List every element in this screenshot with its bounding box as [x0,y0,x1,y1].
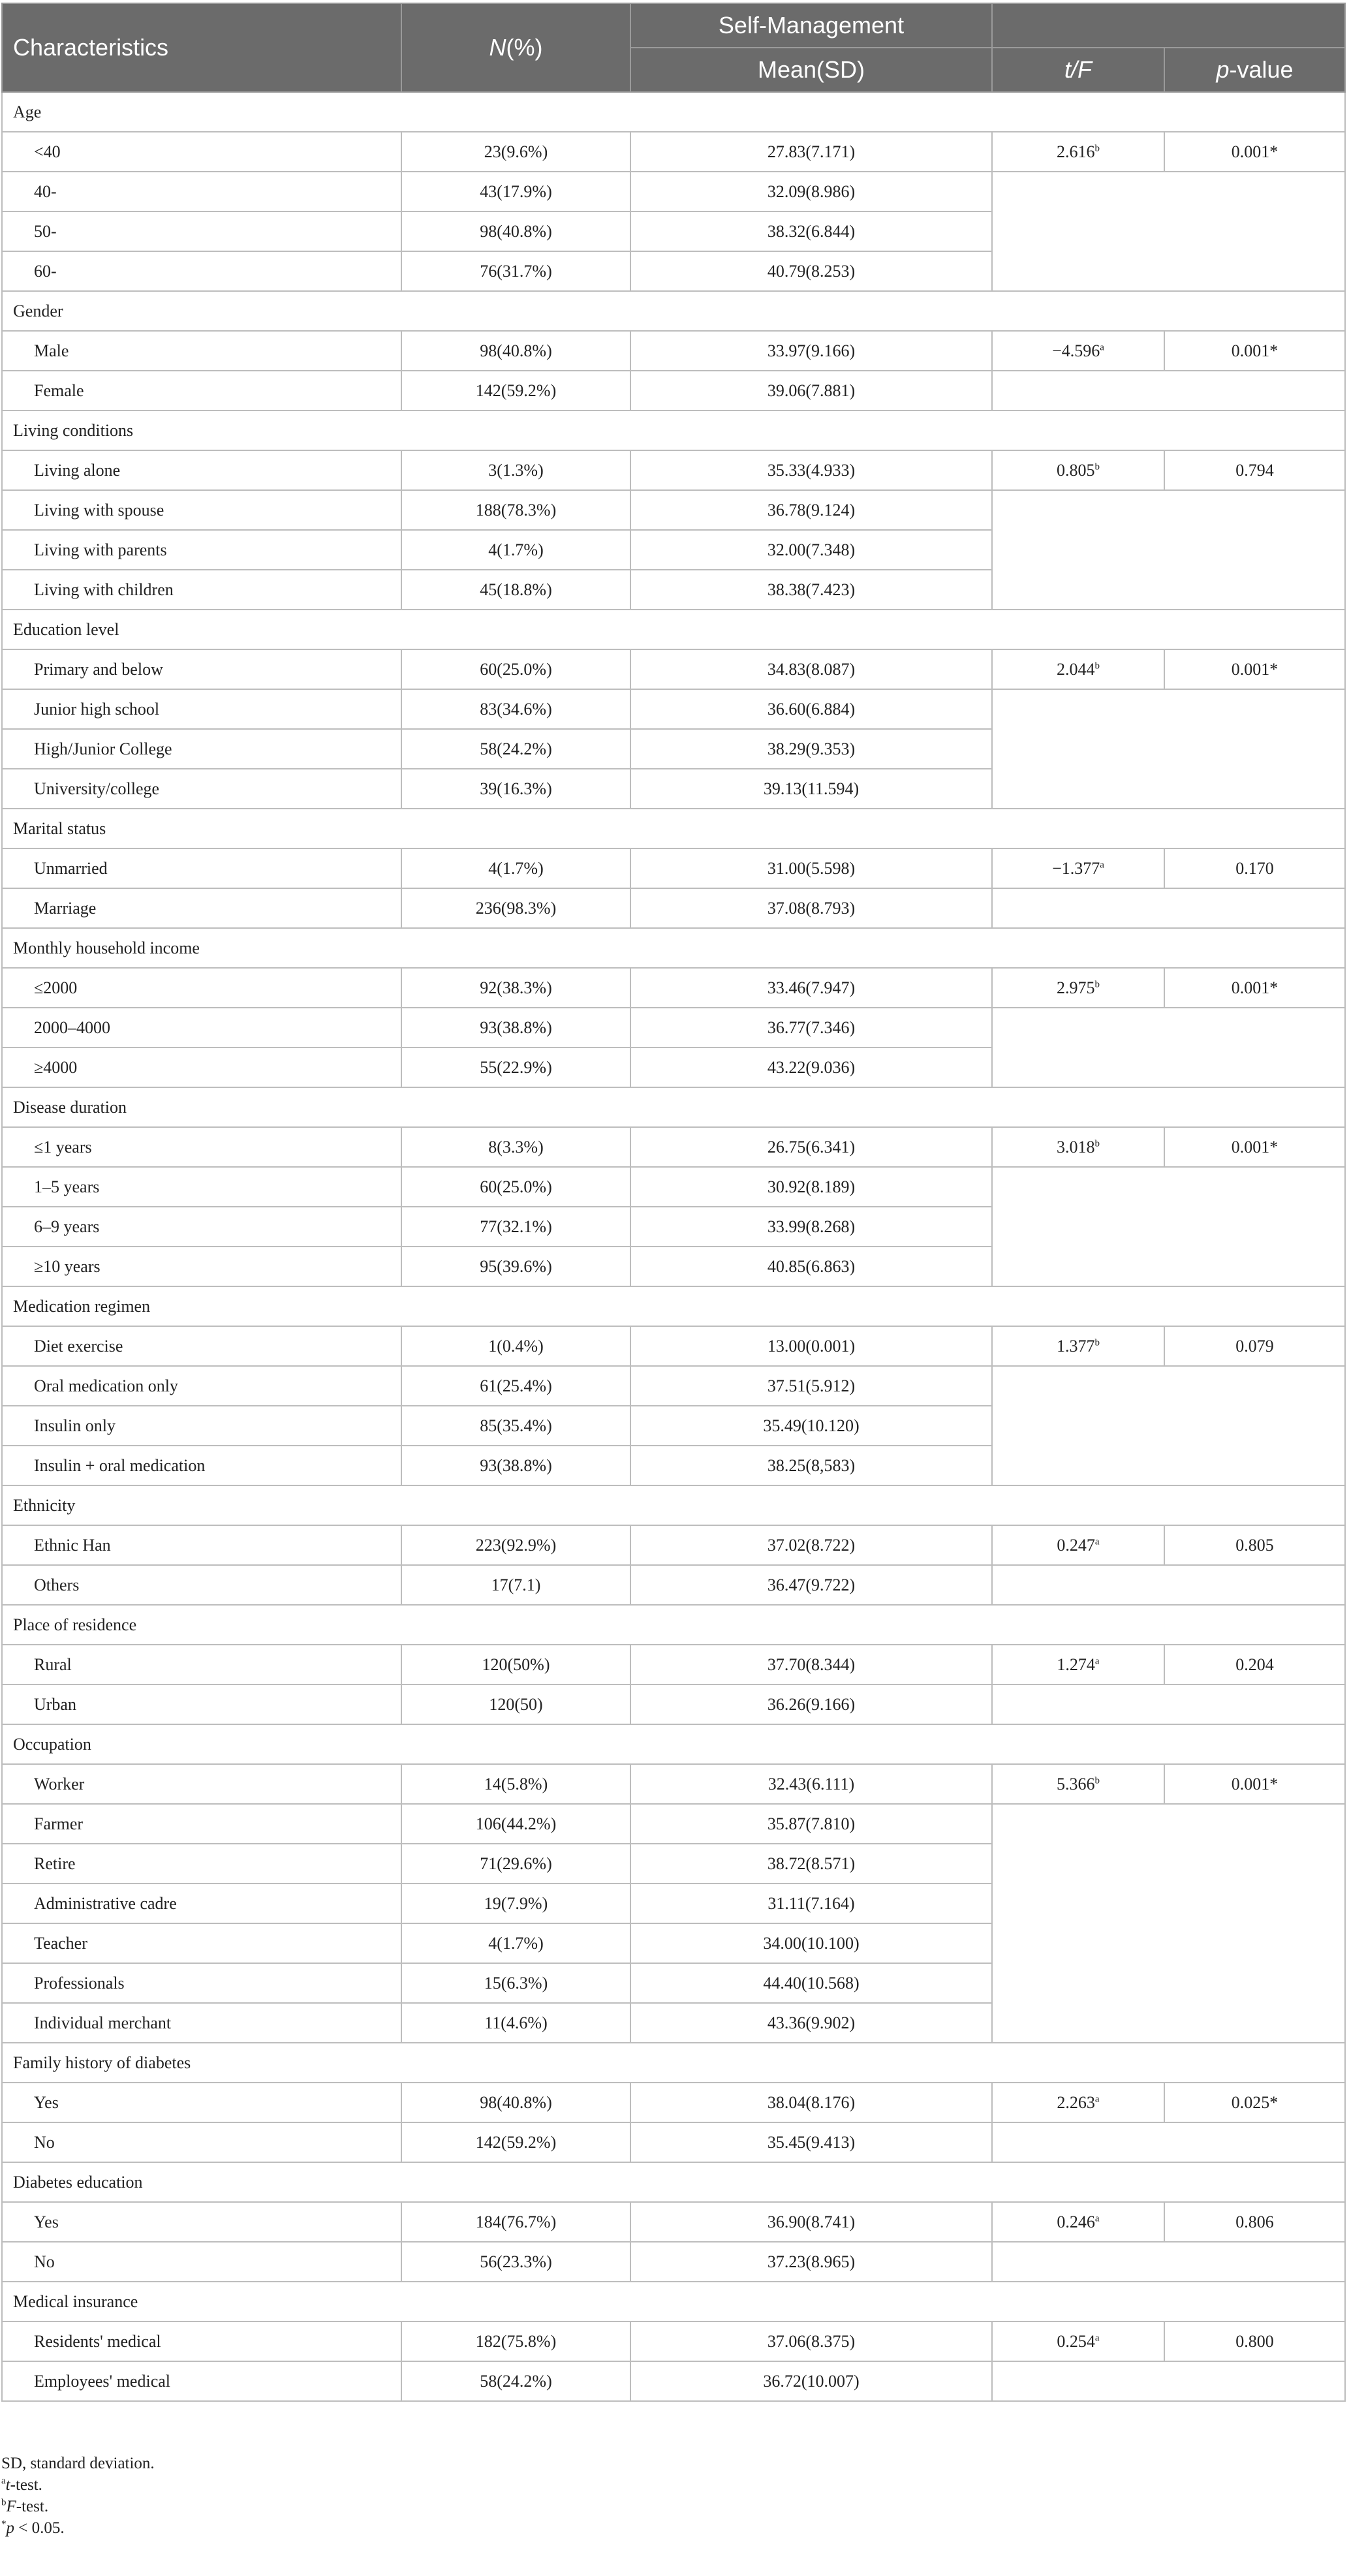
row-n-pct: 56(23.3%) [401,2242,630,2282]
row-p-value: 0.794 [1164,450,1345,490]
row-n-pct: 8(3.3%) [401,1127,630,1167]
row-p-value: 0.001* [1164,968,1345,1008]
row-mean-sd: 43.36(9.902) [630,2003,992,2043]
table-row [2,1167,1345,1207]
header-tf: t/F [992,48,1164,92]
stat-blank-cell [992,1167,1345,1286]
group-row [2,610,1345,649]
row-n-pct: 60(25.0%) [401,1167,630,1207]
row-n-pct: 93(38.8%) [401,1446,630,1485]
stat-superscript: a [1094,2212,1100,2224]
stat-blank-cell [992,490,1345,610]
group-row [2,2162,1345,2202]
row-label: University/college [2,769,401,809]
row-n-pct: 184(76.7%) [401,2202,630,2242]
row-n-pct: 236(98.3%) [401,888,630,928]
row-p-value: 0.001* [1164,1764,1345,1804]
stat-blank-cell [992,371,1345,411]
table-row [2,1008,1345,1047]
row-n-pct: 77(32.1%) [401,1207,630,1247]
row-p-value: 0.805 [1164,1525,1345,1565]
stat-superscript: a [1094,2332,1100,2343]
row-mean-sd: 37.06(8.375) [630,2321,992,2361]
group-row [2,1087,1345,1127]
stat-blank-cell [992,2122,1345,2162]
row-label: Retire [2,1844,401,1884]
row-mean-sd: 32.43(6.111) [630,1764,992,1804]
stat-blank-cell [992,2361,1345,2401]
row-label: Yes [2,2083,401,2122]
row-label: Living with parents [2,530,401,570]
row-n-pct: 4(1.7%) [401,530,630,570]
row-stat [992,1525,1164,1565]
table-row [2,1804,1345,1844]
stat-blank-cell [992,1804,1345,2043]
row-mean-sd: 35.49(10.120) [630,1406,992,1446]
row-n-pct: 93(38.8%) [401,1008,630,1047]
stat-value: 0.247 [1057,1535,1095,1555]
stat-value: −4.596 [1052,341,1100,360]
footnote-star: *p < 0.05. [1,2519,65,2537]
row-mean-sd: 35.87(7.810) [630,1804,992,1844]
row-mean-sd: 38.38(7.423) [630,570,992,610]
row-stat [992,1645,1164,1684]
row-n-pct: 76(31.7%) [401,251,630,291]
table-row [2,490,1345,530]
header-p: p [1216,56,1230,83]
row-stat [992,1127,1164,1167]
stat-blank-cell [992,2242,1345,2282]
row-n-pct: 58(24.2%) [401,2361,630,2401]
row-label: Insulin only [2,1406,401,1446]
table-row [2,1764,1345,1804]
row-p-value: 0.806 [1164,2202,1345,2242]
table-footnotes [1,2453,155,2539]
row-n-pct: 11(4.6%) [401,2003,630,2043]
row-n-pct: 92(38.3%) [401,968,630,1008]
row-n-pct: 3(1.3%) [401,450,630,490]
row-mean-sd: 38.72(8.571) [630,1844,992,1884]
group-row [2,2282,1345,2321]
group-label: Medication regimen [2,1286,1345,1326]
row-n-pct: 188(78.3%) [401,490,630,530]
row-p-value: 0.079 [1164,1326,1345,1366]
row-mean-sd: 38.29(9.353) [630,729,992,769]
table-row [2,1366,1345,1406]
table-row [2,1565,1345,1605]
row-p-value: 0.800 [1164,2321,1345,2361]
stat-superscript: b [1094,1337,1100,1348]
row-mean-sd: 36.72(10.007) [630,2361,992,2401]
row-mean-sd: 35.33(4.933) [630,450,992,490]
group-row [2,1605,1345,1645]
stat-superscript: b [1094,1138,1100,1149]
footnote-b: $^b$F-test. [1,2497,49,2515]
row-label: No [2,2242,401,2282]
row-mean-sd: 34.83(8.087) [630,649,992,689]
table-row [2,1127,1345,1167]
stat-blank-cell [992,1366,1345,1485]
header-pct: (%) [506,34,543,61]
row-label: 60- [2,251,401,291]
table-row [2,132,1345,172]
row-n-pct: 45(18.8%) [401,570,630,610]
table-row [2,888,1345,928]
group-row [2,928,1345,968]
row-n-pct: 39(16.3%) [401,769,630,809]
header-self-management: Self-Management [630,3,992,48]
stat-value: 0.805 [1057,460,1095,480]
row-label: 6–9 years [2,1207,401,1247]
row-mean-sd: 35.45(9.413) [630,2122,992,2162]
row-label: Ethnic Han [2,1525,401,1565]
row-label: Urban [2,1684,401,1724]
row-label: Junior high school [2,689,401,729]
row-mean-sd: 37.51(5.912) [630,1366,992,1406]
row-label: Rural [2,1645,401,1684]
header-n: N [489,34,506,61]
row-label: Others [2,1565,401,1605]
row-mean-sd: 36.47(9.722) [630,1565,992,1605]
row-stat [992,968,1164,1008]
row-mean-sd: 33.97(9.166) [630,331,992,371]
row-p-value: 0.170 [1164,848,1345,888]
header-mean-sd: Mean(SD) [630,48,992,92]
row-mean-sd: 36.60(6.884) [630,689,992,729]
table-header [2,3,1345,92]
row-label: Teacher [2,1923,401,1963]
row-n-pct: 17(7.1) [401,1565,630,1605]
row-p-value: 0.025* [1164,2083,1345,2122]
row-mean-sd: 40.85(6.863) [630,1247,992,1286]
row-label: ≤1 years [2,1127,401,1167]
stat-superscript: a [1100,859,1104,870]
table-row [2,1525,1345,1565]
table-row [2,1326,1345,1366]
row-label: Individual merchant [2,2003,401,2043]
row-n-pct: 98(40.8%) [401,331,630,371]
row-label: Male [2,331,401,371]
group-label: Place of residence [2,1605,1345,1645]
row-label: Residents' medical [2,2321,401,2361]
row-label: Unmarried [2,848,401,888]
row-label: High/Junior College [2,729,401,769]
row-mean-sd: 32.09(8.986) [630,172,992,211]
row-label: 40- [2,172,401,211]
row-stat [992,331,1164,371]
row-label: Female [2,371,401,411]
row-label: Farmer [2,1804,401,1844]
row-n-pct: 23(9.6%) [401,132,630,172]
row-mean-sd: 36.26(9.166) [630,1684,992,1724]
row-label: Administrative cadre [2,1884,401,1923]
stat-blank-cell [992,888,1345,928]
row-n-pct: 95(39.6%) [401,1247,630,1286]
stat-superscript: a [1094,2093,1100,2104]
row-label: Oral medication only [2,1366,401,1406]
row-label: Insulin + oral medication [2,1446,401,1485]
table-row [2,649,1345,689]
stat-superscript: a [1094,1655,1100,1666]
row-stat [992,848,1164,888]
stat-blank-cell [992,172,1345,291]
row-mean-sd: 37.70(8.344) [630,1645,992,1684]
table-row [2,371,1345,411]
row-mean-sd: 36.78(9.124) [630,490,992,530]
table-row [2,2242,1345,2282]
table-row [2,2083,1345,2122]
table-row [2,331,1345,371]
row-n-pct: 83(34.6%) [401,689,630,729]
row-p-value: 0.001* [1164,132,1345,172]
row-n-pct: 120(50) [401,1684,630,1724]
row-mean-sd: 13.00(0.001) [630,1326,992,1366]
row-label: 50- [2,211,401,251]
row-n-pct: 106(44.2%) [401,1804,630,1844]
row-stat [992,450,1164,490]
row-mean-sd: 37.08(8.793) [630,888,992,928]
stat-blank-cell [992,1684,1345,1724]
row-mean-sd: 33.46(7.947) [630,968,992,1008]
characteristics-table [1,3,1346,2402]
stat-superscript: b [1094,142,1100,153]
row-n-pct: 142(59.2%) [401,2122,630,2162]
row-p-value: 0.204 [1164,1645,1345,1684]
row-mean-sd: 37.02(8.722) [630,1525,992,1565]
row-label: Professionals [2,1963,401,2003]
row-mean-sd: 27.83(7.171) [630,132,992,172]
row-n-pct: 142(59.2%) [401,371,630,411]
stat-superscript: b [1094,1775,1100,1786]
row-n-pct: 55(22.9%) [401,1047,630,1087]
group-row [2,1724,1345,1764]
row-label: 1–5 years [2,1167,401,1207]
row-label: Employees' medical [2,2361,401,2401]
row-label: Living with spouse [2,490,401,530]
row-n-pct: 71(29.6%) [401,1844,630,1884]
row-mean-sd: 38.04(8.176) [630,2083,992,2122]
row-mean-sd: 33.99(8.268) [630,1207,992,1247]
group-label: Disease duration [2,1087,1345,1127]
stat-value: 2.044 [1057,659,1095,679]
group-label: Family history of diabetes [2,2043,1345,2083]
table-row [2,689,1345,729]
stat-superscript: a [1094,1536,1100,1547]
group-row [2,1286,1345,1326]
row-n-pct: 1(0.4%) [401,1326,630,1366]
header-value: -value [1229,56,1294,83]
group-label: Monthly household income [2,928,1345,968]
group-row [2,809,1345,848]
row-n-pct: 14(5.8%) [401,1764,630,1804]
row-n-pct: 60(25.0%) [401,649,630,689]
table-row [2,848,1345,888]
row-n-pct: 15(6.3%) [401,1963,630,2003]
stat-value: 2.616 [1057,142,1095,161]
stat-value: 0.246 [1057,2212,1095,2231]
table-body [2,92,1345,2401]
row-stat [992,1326,1164,1366]
row-mean-sd: 39.06(7.881) [630,371,992,411]
row-mean-sd: 39.13(11.594) [630,769,992,809]
group-row [2,411,1345,450]
row-mean-sd: 26.75(6.341) [630,1127,992,1167]
row-mean-sd: 38.25(8,583) [630,1446,992,1485]
row-stat [992,2321,1164,2361]
row-mean-sd: 38.32(6.844) [630,211,992,251]
row-label: <40 [2,132,401,172]
table-row [2,2202,1345,2242]
group-label: Marital status [2,809,1345,848]
row-n-pct: 58(24.2%) [401,729,630,769]
row-mean-sd: 36.77(7.346) [630,1008,992,1047]
stat-value: 0.254 [1057,2331,1095,2351]
row-stat [992,649,1164,689]
stat-blank-cell [992,689,1345,809]
row-n-pct: 223(92.9%) [401,1525,630,1565]
row-n-pct: 120(50%) [401,1645,630,1684]
row-mean-sd: 30.92(8.189) [630,1167,992,1207]
stat-value: 1.274 [1057,1654,1095,1674]
group-row [2,92,1345,132]
group-label: Age [2,92,1345,132]
table-row [2,450,1345,490]
group-label: Ethnicity [2,1485,1345,1525]
footnote-sd: SD, standard deviation. [1,2455,155,2472]
row-mean-sd: 44.40(10.568) [630,1963,992,2003]
stat-value: 2.975 [1057,978,1095,997]
stat-blank-cell [992,1008,1345,1087]
group-label: Medical insurance [2,2282,1345,2321]
row-label: ≤2000 [2,968,401,1008]
group-label: Diabetes education [2,2162,1345,2202]
stat-superscript: a [1100,341,1104,352]
row-label: Worker [2,1764,401,1804]
footnote-a: $^a$t-test. [1,2475,42,2494]
row-mean-sd: 40.79(8.253) [630,251,992,291]
group-row [2,291,1345,331]
header-n-pct [401,3,630,92]
table-row [2,968,1345,1008]
group-row [2,1485,1345,1525]
row-mean-sd: 32.00(7.348) [630,530,992,570]
row-mean-sd: 31.00(5.598) [630,848,992,888]
row-n-pct: 4(1.7%) [401,1923,630,1963]
group-row [2,2043,1345,2083]
group-label: Living conditions [2,411,1345,450]
row-mean-sd: 37.23(8.965) [630,2242,992,2282]
row-mean-sd: 36.90(8.741) [630,2202,992,2242]
row-mean-sd: 34.00(10.100) [630,1923,992,1963]
row-stat [992,2083,1164,2122]
row-n-pct: 19(7.9%) [401,1884,630,1923]
header-p-value [1164,48,1345,92]
row-n-pct: 43(17.9%) [401,172,630,211]
table-row [2,2122,1345,2162]
row-label: Primary and below [2,649,401,689]
row-label: No [2,2122,401,2162]
group-label: Occupation [2,1724,1345,1764]
stat-value: 3.018 [1057,1137,1095,1156]
stat-superscript: b [1094,660,1100,671]
row-p-value: 0.001* [1164,649,1345,689]
stat-value: 1.377 [1057,1336,1095,1356]
row-mean-sd: 31.11(7.164) [630,1884,992,1923]
stat-value: −1.377 [1052,858,1100,878]
stat-blank-cell [992,1565,1345,1605]
row-stat [992,1764,1164,1804]
table-row [2,1684,1345,1724]
table-row [2,2321,1345,2361]
table-row [2,2361,1345,2401]
row-mean-sd: 43.22(9.036) [630,1047,992,1087]
group-label: Education level [2,610,1345,649]
row-n-pct: 85(35.4%) [401,1406,630,1446]
row-label: Marriage [2,888,401,928]
row-label: ≥10 years [2,1247,401,1286]
row-label: ≥4000 [2,1047,401,1087]
row-n-pct: 182(75.8%) [401,2321,630,2361]
stat-superscript: b [1094,978,1100,989]
group-label: Gender [2,291,1345,331]
row-label: Diet exercise [2,1326,401,1366]
stat-superscript: b [1094,461,1100,472]
row-p-value: 0.001* [1164,1127,1345,1167]
row-label: Living alone [2,450,401,490]
row-label: 2000–4000 [2,1008,401,1047]
row-stat [992,132,1164,172]
stat-value: 5.366 [1057,1774,1095,1793]
row-n-pct: 98(40.8%) [401,2083,630,2122]
row-n-pct: 4(1.7%) [401,848,630,888]
stat-value: 2.263 [1057,2092,1095,2112]
row-n-pct: 61(25.4%) [401,1366,630,1406]
header-blank [992,3,1345,48]
table-row [2,172,1345,211]
table-row [2,1645,1345,1684]
row-label: Living with children [2,570,401,610]
row-label: Yes [2,2202,401,2242]
row-p-value: 0.001* [1164,331,1345,371]
row-n-pct: 98(40.8%) [401,211,630,251]
header-characteristics: Characteristics [2,3,401,92]
row-stat [992,2202,1164,2242]
